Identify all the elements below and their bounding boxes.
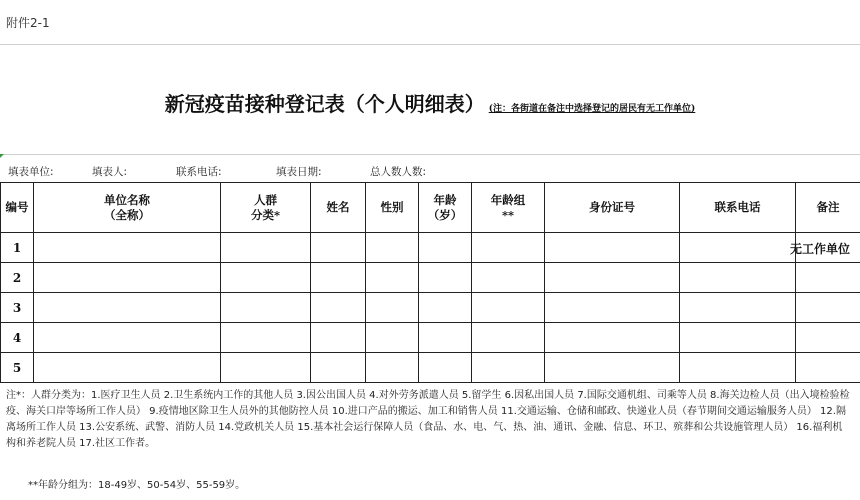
cell-age[interactable] xyxy=(419,293,472,323)
cell-age-group[interactable] xyxy=(472,323,545,353)
cell-gender[interactable] xyxy=(366,263,419,293)
header-no: 编号 xyxy=(1,183,34,233)
table-row xyxy=(1,263,860,293)
header-category-line1: 人群 xyxy=(254,192,277,207)
header-age xyxy=(419,183,472,233)
cell-id-number[interactable] xyxy=(545,233,680,263)
cell-unit-name[interactable] xyxy=(34,233,221,263)
cell-age-group[interactable] xyxy=(472,293,545,323)
cell-age[interactable] xyxy=(419,233,472,263)
cell-unit-name[interactable] xyxy=(34,353,221,383)
cell-age[interactable] xyxy=(419,323,472,353)
table-row xyxy=(1,233,860,263)
cell-age[interactable] xyxy=(419,263,472,293)
cell-id-number[interactable] xyxy=(545,293,680,323)
cell-remark[interactable] xyxy=(796,353,860,383)
fill-filler-label: 填表人: xyxy=(92,166,128,178)
fill-date-label: 填表日期: xyxy=(276,166,322,178)
table-row xyxy=(1,353,860,383)
table-row xyxy=(1,323,860,353)
cell-name[interactable] xyxy=(311,323,366,353)
fill-phone-label: 联系电话: xyxy=(176,166,222,178)
row-no: 4 xyxy=(1,323,34,353)
cell-id-number[interactable] xyxy=(545,353,680,383)
registration-table xyxy=(0,182,860,383)
title-divider xyxy=(0,154,860,155)
row-no: 3 xyxy=(1,293,34,323)
cell-age-group[interactable] xyxy=(472,263,545,293)
header-remark: 备注 xyxy=(796,183,860,233)
cell-category[interactable] xyxy=(221,233,311,263)
cell-gender[interactable] xyxy=(366,353,419,383)
cell-age[interactable] xyxy=(419,353,472,383)
header-unit-name-line1: 单位名称 xyxy=(104,192,150,207)
form-title: 新冠疫苗接种登记表（个人明细表） xyxy=(164,92,485,116)
remark-text: 无工作单位 xyxy=(790,242,851,256)
cell-remark[interactable] xyxy=(790,233,860,263)
header-unit-name xyxy=(34,183,221,233)
header-category-line2: 分类* xyxy=(250,207,280,222)
fill-total-label: 总人数人数: xyxy=(370,166,427,178)
cell-category[interactable] xyxy=(221,323,311,353)
cell-category[interactable] xyxy=(221,293,311,323)
cell-gender[interactable] xyxy=(366,323,419,353)
header-gender: 性别 xyxy=(366,183,419,233)
header-unit-name-line2: （全称） xyxy=(104,207,150,222)
cell-id-number[interactable] xyxy=(545,323,680,353)
cell-id-number[interactable] xyxy=(545,263,680,293)
cell-age-group[interactable] xyxy=(472,233,545,263)
cell-phone[interactable] xyxy=(680,353,796,383)
cell-unit-name[interactable] xyxy=(34,323,221,353)
header-divider xyxy=(0,44,860,45)
form-title-note: (注：各街道在备注中选择登记的居民有无工作单位) xyxy=(488,104,696,114)
cell-gender[interactable] xyxy=(366,293,419,323)
header-phone: 联系电话 xyxy=(680,183,796,233)
cell-unit-name[interactable] xyxy=(34,263,221,293)
cell-phone[interactable] xyxy=(680,233,796,263)
row-no: 2 xyxy=(1,263,34,293)
age-group-footnote: **年龄分组为：18-49岁、50-54岁、55-59岁。 xyxy=(28,480,246,491)
row-no: 1 xyxy=(1,233,34,263)
cell-name[interactable] xyxy=(311,263,366,293)
fill-unit-label: 填表单位: xyxy=(8,166,54,178)
cell-name[interactable] xyxy=(311,353,366,383)
cell-name[interactable] xyxy=(311,233,366,263)
table-row xyxy=(1,293,860,323)
cell-phone[interactable] xyxy=(680,263,796,293)
cell-marker-icon xyxy=(0,154,4,158)
cell-age-group[interactable] xyxy=(472,353,545,383)
header-id-number: 身份证号 xyxy=(545,183,680,233)
cell-name[interactable] xyxy=(311,293,366,323)
title-row xyxy=(0,88,860,117)
table-header-row xyxy=(1,183,860,233)
cell-phone[interactable] xyxy=(680,323,796,353)
cell-unit-name[interactable] xyxy=(34,293,221,323)
cell-remark[interactable] xyxy=(796,263,860,293)
cell-category[interactable] xyxy=(221,353,311,383)
attachment-label: 附件2-1 xyxy=(6,16,50,30)
row-no: 5 xyxy=(1,353,34,383)
header-category xyxy=(221,183,311,233)
cell-remark[interactable] xyxy=(796,323,860,353)
category-footnote: 注*：人群分类为：1.医疗卫生人员 2.卫生系统内工作的其他人员 3.因公出国人员 4.对外劳务派遣人员 5.留学生 6.因私出国人员 7.国际交通机组、司乘等人员 8.海关边检人员（出入境检验检疫、海关口岸等场所工作人员） 9.疫情地区除卫生人员外的其他防控人员 10.进口产品的搬运、加工和销售人员 11.交通运输、仓储和邮政、快递业人员（春节期间交通运输服务人员） 12.隔离场所工作人员 13.公安系统、武警、消防人员 14.党政机关人员 15.基本社会运行保障人员（食品、水、电、气、热、油、通讯、金融、信息、环卫、殡葬和公共设施管理人员） 16.福利机构和养老院人员 17.社区工作者。 xyxy=(6,390,850,449)
cell-remark[interactable] xyxy=(796,293,860,323)
header-age-group-line1: 年龄组 xyxy=(490,192,526,207)
header-age-line2: （岁） xyxy=(427,207,463,222)
cell-category[interactable] xyxy=(221,263,311,293)
header-age-group-line2: ** xyxy=(501,207,515,222)
header-age-group xyxy=(472,183,545,233)
header-age-line1: 年龄 xyxy=(433,192,457,207)
header-name: 姓名 xyxy=(311,183,366,233)
cell-phone[interactable] xyxy=(680,293,796,323)
cell-gender[interactable] xyxy=(366,233,419,263)
